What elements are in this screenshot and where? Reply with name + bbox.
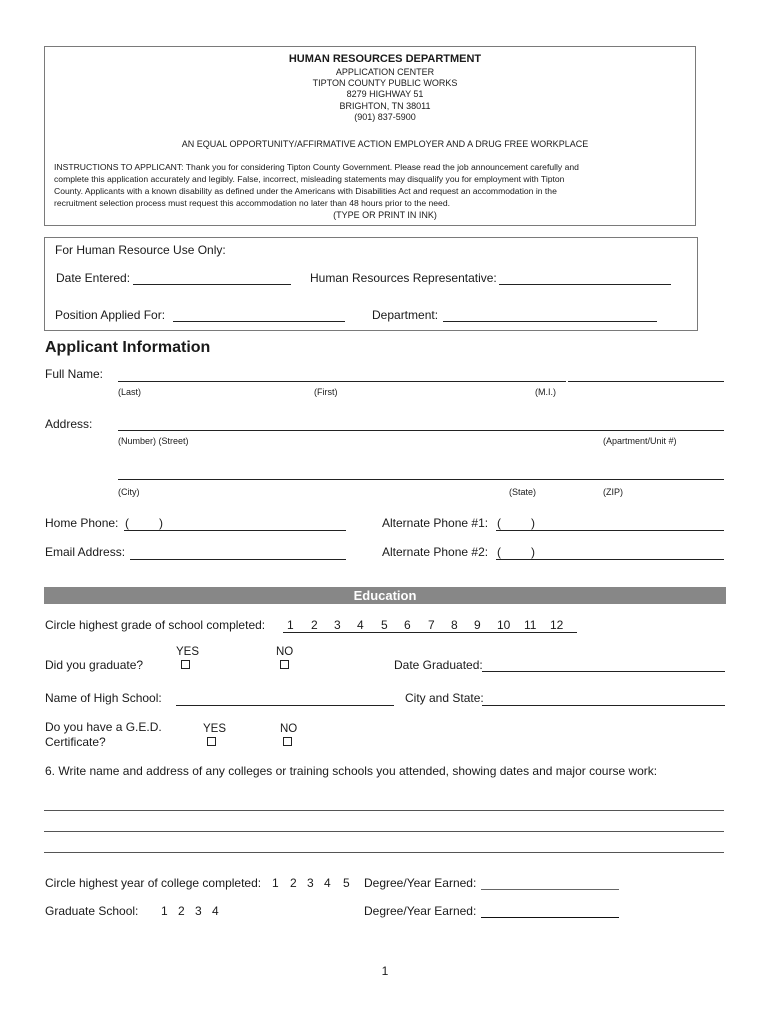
did-graduate-label: Did you graduate? [45, 658, 144, 672]
alt-phone1-label: Alternate Phone #1: [382, 516, 489, 530]
ged-yes-checkbox[interactable] [207, 737, 216, 746]
date-entered-field[interactable] [133, 284, 291, 285]
email-label: Email Address: [45, 545, 126, 559]
colleges-line-3[interactable] [44, 852, 724, 853]
address-line-4: BRIGHTON, TN 38011 [339, 101, 431, 111]
mi-hint: (M.I.) [535, 387, 556, 397]
applicant-section-title: Applicant Information [45, 339, 211, 356]
alt-phone2-label: Alternate Phone #2: [382, 545, 489, 559]
grade-option[interactable]: 6 [404, 618, 411, 632]
college-year-option[interactable]: 5 [343, 876, 350, 890]
home-phone-area-code: ( ) [125, 516, 163, 530]
address-line-2: TIPTON COUNTY PUBLIC WORKS [312, 78, 458, 88]
full-name-mi-field[interactable] [568, 381, 724, 382]
alt-phone1-area-code: ( ) [497, 516, 535, 530]
address-line-3: 8279 HIGHWAY 51 [346, 89, 424, 99]
graduate-no-label: NO [276, 646, 294, 658]
grade-option[interactable]: 7 [428, 618, 435, 632]
high-school-label: Name of High School: [45, 691, 162, 705]
colleges-line-1[interactable] [44, 810, 724, 811]
hr-rep-field[interactable] [499, 284, 671, 285]
grade-option[interactable]: 5 [381, 618, 388, 632]
graduate-no-checkbox[interactable] [280, 660, 289, 669]
education-bar [44, 587, 726, 604]
email-field[interactable] [130, 559, 346, 560]
street-address-field[interactable] [118, 430, 724, 431]
last-hint: (Last) [118, 387, 142, 397]
grade-option[interactable]: 10 [497, 618, 511, 632]
city-state-field[interactable] [482, 705, 725, 706]
full-name-last-first-field[interactable] [118, 381, 566, 382]
phone-line: (901) 837-5900 [354, 112, 416, 122]
ged-no-checkbox[interactable] [283, 737, 292, 746]
department-label: Department: [372, 308, 439, 322]
grade-option[interactable]: 12 [550, 618, 564, 632]
number-street-hint: (Number) (Street) [118, 436, 189, 446]
high-school-field[interactable] [176, 705, 394, 706]
grad-year-option[interactable]: 1 [161, 904, 168, 918]
instructions-line-4: recruitment selection process must request this accommodation no later than 48 hours prior to the need. [54, 198, 450, 208]
grade-option[interactable]: 8 [451, 618, 458, 632]
date-entered-label: Date Entered: [56, 271, 131, 285]
home-phone-label: Home Phone: [45, 516, 119, 530]
ged-label-line-2: Certificate? [45, 735, 106, 749]
alt-phone2-area-code: ( ) [497, 545, 535, 559]
address-label: Address: [45, 417, 93, 431]
alt-phone1-field[interactable] [496, 530, 724, 531]
colleges-line-2[interactable] [44, 831, 724, 832]
degree-year-label-1: Degree/Year Earned: [364, 876, 477, 890]
degree-year-label-2: Degree/Year Earned: [364, 904, 477, 918]
grad-year-option[interactable]: 4 [212, 904, 219, 918]
ged-label-line-1: Do you have a G.E.D. [45, 720, 162, 734]
grad-year-option[interactable]: 2 [178, 904, 185, 918]
city-hint: (City) [118, 487, 140, 497]
city-state-label: City and State: [405, 691, 484, 705]
grade-option[interactable]: 9 [474, 618, 481, 632]
colleges-question: 6. Write name and address of any colleges or training schools you attended, showing dates and major course work: [45, 764, 658, 778]
date-graduated-label: Date Graduated: [394, 658, 483, 672]
college-year-option[interactable]: 2 [290, 876, 297, 890]
instructions-line-3: County. Applicants with a known disability as defined under the Americans with Disabilities Act and request an accommodation in the [54, 186, 557, 196]
date-graduated-field[interactable] [482, 671, 725, 672]
graduate-yes-label: YES [176, 646, 200, 658]
degree-year-field-2[interactable] [481, 917, 619, 918]
college-year-option[interactable]: 3 [307, 876, 314, 890]
ged-no-label: NO [280, 723, 298, 735]
first-hint: (First) [314, 387, 338, 397]
full-name-label: Full Name: [45, 367, 104, 381]
address-line-1: APPLICATION CENTER [335, 67, 435, 77]
grade-underline [283, 632, 577, 633]
grade-option[interactable]: 1 [287, 618, 294, 632]
position-field[interactable] [173, 321, 345, 322]
city-state-zip-field[interactable] [118, 479, 724, 480]
apt-hint: (Apartment/Unit #) [603, 436, 677, 446]
state-hint: (State) [509, 487, 537, 497]
position-label: Position Applied For: [55, 308, 166, 322]
grade-option[interactable]: 2 [311, 618, 318, 632]
eeo-statement: AN EQUAL OPPORTUNITY/AFFIRMATIVE ACTION EMPLOYER AND A DRUG FREE WORKPLACE [181, 139, 589, 149]
education-title: Education [353, 588, 417, 603]
page-number: 1 [381, 964, 389, 978]
degree-year-field-1[interactable] [481, 889, 619, 890]
grad-year-option[interactable]: 3 [195, 904, 202, 918]
college-year-option[interactable]: 1 [272, 876, 279, 890]
alt-phone2-field[interactable] [496, 559, 724, 560]
grade-option[interactable]: 11 [524, 618, 537, 632]
instructions-line-1: INSTRUCTIONS TO APPLICANT: Thank you for considering Tipton County Government. Please read the job announcement carefully and [54, 162, 579, 172]
college-year-option[interactable]: 4 [324, 876, 331, 890]
grad-school-label: Graduate School: [45, 904, 139, 918]
zip-hint: (ZIP) [603, 487, 623, 497]
grade-option[interactable]: 4 [357, 618, 364, 632]
ged-yes-label: YES [203, 723, 227, 735]
department-title: HUMAN RESOURCES DEPARTMENT [288, 53, 482, 65]
department-field[interactable] [443, 321, 657, 322]
graduate-yes-checkbox[interactable] [181, 660, 190, 669]
instructions-line-2: complete this application accurately and legibly. False, incorrect, misleading statements may disqualify you for employment with Tipton [54, 174, 565, 184]
grade-label: Circle highest grade of school completed: [45, 618, 266, 632]
hr-rep-label: Human Resources Representative: [310, 271, 497, 285]
instructions [54, 161, 690, 209]
type-note: (TYPE OR PRINT IN INK) [333, 210, 437, 220]
hr-use-title: For Human Resource Use Only: [55, 243, 226, 257]
college-year-label: Circle highest year of college completed: [45, 876, 262, 890]
grade-option[interactable]: 3 [334, 618, 341, 632]
home-phone-field[interactable] [124, 530, 346, 531]
